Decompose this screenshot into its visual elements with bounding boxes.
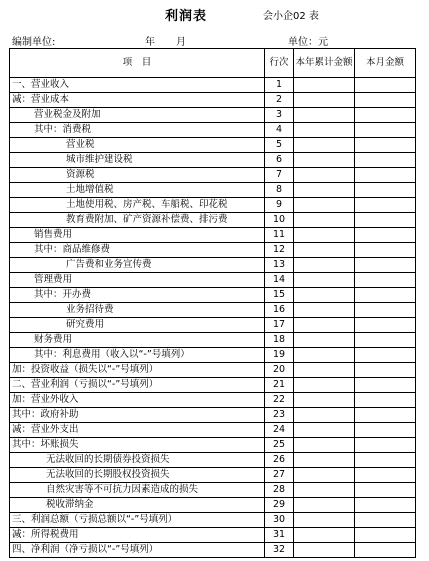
title-row (0, 5, 429, 23)
row-month-amount[interactable] (355, 363, 416, 378)
row-item-label: 土地增值税 (10, 183, 265, 198)
row-ytd-amount[interactable] (294, 393, 355, 408)
row-ytd-amount[interactable] (294, 258, 355, 273)
row-item-label: 其中：利息费用（收入以“-”号填列） (10, 348, 265, 363)
col-header-month: 本月金额 (355, 49, 416, 78)
row-ytd-amount[interactable] (294, 78, 355, 93)
row-ytd-amount[interactable] (294, 363, 355, 378)
row-item-label: 其中：商品维修费 (10, 243, 265, 258)
row-item-label: 业务招待费 (10, 303, 265, 318)
row-item-label: 广告费和业务宣传费 (10, 258, 265, 273)
row-ytd-amount[interactable] (294, 288, 355, 303)
row-month-amount[interactable] (355, 348, 416, 363)
row-month-amount[interactable] (355, 273, 416, 288)
table-row (10, 363, 416, 378)
table-row (10, 423, 416, 438)
row-item-label: 三、利润总额（亏损总额以“-”号填列） (10, 513, 265, 528)
row-ytd-amount[interactable] (294, 153, 355, 168)
row-ytd-amount[interactable] (294, 213, 355, 228)
row-ytd-amount[interactable] (294, 123, 355, 138)
table-row (10, 198, 416, 213)
row-line-no: 30 (265, 513, 294, 528)
row-item-label: 财务费用 (10, 333, 265, 348)
row-month-amount[interactable] (355, 228, 416, 243)
row-month-amount[interactable] (355, 393, 416, 408)
table-row (10, 483, 416, 498)
row-month-amount[interactable] (355, 138, 416, 153)
row-item-label: 其中：坏账损失 (10, 438, 265, 453)
meta-row (0, 33, 429, 47)
row-month-amount[interactable] (355, 168, 416, 183)
row-ytd-amount[interactable] (294, 108, 355, 123)
row-month-amount[interactable] (355, 468, 416, 483)
row-line-no: 16 (265, 303, 294, 318)
row-ytd-amount[interactable] (294, 198, 355, 213)
row-item-label: 税收滞纳金 (10, 498, 265, 513)
row-ytd-amount[interactable] (294, 528, 355, 543)
table-row (10, 123, 416, 138)
row-line-no: 4 (265, 123, 294, 138)
unit-label: 编制单位: (12, 37, 56, 48)
row-line-no: 8 (265, 183, 294, 198)
row-month-amount[interactable] (355, 303, 416, 318)
table-row (10, 453, 416, 468)
row-item-label: 一、营业收入 (10, 78, 265, 93)
table-row (10, 468, 416, 483)
table-row (10, 93, 416, 108)
row-line-no: 7 (265, 168, 294, 183)
row-item-label: 减：营业成本 (10, 93, 265, 108)
row-ytd-amount[interactable] (294, 183, 355, 198)
table-row (10, 348, 416, 363)
row-item-label: 销售费用 (10, 228, 265, 243)
row-ytd-amount[interactable] (294, 348, 355, 363)
table-row (10, 318, 416, 333)
row-item-label: 四、净利润（净亏损以“-”号填列） (10, 543, 265, 558)
row-ytd-amount[interactable] (294, 513, 355, 528)
row-month-amount[interactable] (355, 108, 416, 123)
row-line-no: 19 (265, 348, 294, 363)
col-header-line-no: 行次 (265, 49, 294, 78)
row-ytd-amount[interactable] (294, 138, 355, 153)
row-line-no: 18 (265, 333, 294, 348)
row-ytd-amount[interactable] (294, 453, 355, 468)
row-item-label: 减：营业外支出 (10, 423, 265, 438)
year-label: 年 (145, 37, 155, 48)
row-month-amount[interactable] (355, 513, 416, 528)
col-header-ytd: 本年累计金额 (294, 49, 355, 78)
row-item-label: 自然灾害等不可抗力因素造成的损失 (10, 483, 265, 498)
row-line-no: 14 (265, 273, 294, 288)
row-ytd-amount[interactable] (294, 468, 355, 483)
row-line-no: 24 (265, 423, 294, 438)
row-month-amount[interactable] (355, 153, 416, 168)
row-item-label: 无法收回的长期债券投资损失 (10, 453, 265, 468)
row-month-amount[interactable] (355, 243, 416, 258)
row-line-no: 1 (265, 78, 294, 93)
table-row (10, 513, 416, 528)
row-item-label: 土地使用税、房产税、车船税、印花税 (10, 198, 265, 213)
table-row (10, 528, 416, 543)
row-ytd-amount[interactable] (294, 408, 355, 423)
row-month-amount[interactable] (355, 543, 416, 558)
row-ytd-amount[interactable] (294, 273, 355, 288)
table-row (10, 273, 416, 288)
table-row (10, 378, 416, 393)
row-item-label: 其中：消费税 (10, 123, 265, 138)
row-month-amount[interactable] (355, 123, 416, 138)
row-line-no: 10 (265, 213, 294, 228)
table-row (10, 168, 416, 183)
row-line-no: 31 (265, 528, 294, 543)
row-line-no: 21 (265, 378, 294, 393)
row-item-label: 二、营业利润（亏损以“-”号填列） (10, 378, 265, 393)
page-title: 利润表 (165, 9, 208, 24)
table-row (10, 408, 416, 423)
row-item-label: 加：营业外收入 (10, 393, 265, 408)
row-month-amount[interactable] (355, 288, 416, 303)
table-row (10, 438, 416, 453)
row-ytd-amount[interactable] (294, 318, 355, 333)
row-month-amount[interactable] (355, 528, 416, 543)
table-row (10, 258, 416, 273)
row-month-amount[interactable] (355, 408, 416, 423)
table-row (10, 183, 416, 198)
col-header-item: 项 目 (10, 49, 265, 78)
table-row (10, 333, 416, 348)
row-month-amount[interactable] (355, 93, 416, 108)
row-ytd-amount[interactable] (294, 93, 355, 108)
table-row (10, 303, 416, 318)
table-row (10, 228, 416, 243)
row-item-label: 资源税 (10, 168, 265, 183)
row-ytd-amount[interactable] (294, 438, 355, 453)
table-row (10, 213, 416, 228)
row-item-label: 营业税金及附加 (10, 108, 265, 123)
row-item-label: 其中：开办费 (10, 288, 265, 303)
table-row (10, 138, 416, 153)
row-month-amount[interactable] (355, 198, 416, 213)
row-ytd-amount[interactable] (294, 483, 355, 498)
row-month-amount[interactable] (355, 333, 416, 348)
row-item-label: 无法收回的长期股权投资损失 (10, 468, 265, 483)
table-body (10, 78, 416, 558)
table-row (10, 78, 416, 93)
row-line-no: 20 (265, 363, 294, 378)
row-line-no: 13 (265, 258, 294, 273)
row-month-amount[interactable] (355, 213, 416, 228)
row-item-label: 其中：政府补助 (10, 408, 265, 423)
income-statement-table (9, 48, 416, 558)
row-line-no: 28 (265, 483, 294, 498)
table-row (10, 498, 416, 513)
row-line-no: 9 (265, 198, 294, 213)
row-ytd-amount[interactable] (294, 423, 355, 438)
row-item-label: 加：投资收益（损失以“-”号填列） (10, 363, 265, 378)
row-ytd-amount[interactable] (294, 543, 355, 558)
row-line-no: 3 (265, 108, 294, 123)
table-row (10, 288, 416, 303)
row-month-amount[interactable] (355, 183, 416, 198)
row-item-label: 教育费附加、矿产资源补偿费、排污费 (10, 213, 265, 228)
row-line-no: 6 (265, 153, 294, 168)
row-ytd-amount[interactable] (294, 498, 355, 513)
row-line-no: 15 (265, 288, 294, 303)
row-ytd-amount[interactable] (294, 168, 355, 183)
row-ytd-amount[interactable] (294, 303, 355, 318)
row-month-amount[interactable] (355, 483, 416, 498)
row-line-no: 26 (265, 453, 294, 468)
row-ytd-amount[interactable] (294, 228, 355, 243)
table-row (10, 543, 416, 558)
row-line-no: 11 (265, 228, 294, 243)
row-ytd-amount[interactable] (294, 333, 355, 348)
table-row (10, 243, 416, 258)
table-row (10, 108, 416, 123)
row-item-label: 城市维护建设税 (10, 153, 265, 168)
row-item-label: 管理费用 (10, 273, 265, 288)
table-row (10, 153, 416, 168)
row-item-label: 研究费用 (10, 318, 265, 333)
row-month-amount[interactable] (355, 258, 416, 273)
row-month-amount[interactable] (355, 378, 416, 393)
form-code: 会小企02 表 (263, 11, 319, 22)
row-line-no: 27 (265, 468, 294, 483)
row-line-no: 29 (265, 498, 294, 513)
row-month-amount[interactable] (355, 318, 416, 333)
row-line-no: 25 (265, 438, 294, 453)
row-line-no: 2 (265, 93, 294, 108)
row-month-amount[interactable] (355, 453, 416, 468)
row-item-label: 营业税 (10, 138, 265, 153)
row-line-no: 17 (265, 318, 294, 333)
row-line-no: 32 (265, 543, 294, 558)
row-month-amount[interactable] (355, 423, 416, 438)
row-line-no: 12 (265, 243, 294, 258)
row-line-no: 23 (265, 408, 294, 423)
row-ytd-amount[interactable] (294, 378, 355, 393)
row-month-amount[interactable] (355, 498, 416, 513)
row-line-no: 22 (265, 393, 294, 408)
table-row (10, 393, 416, 408)
row-month-amount[interactable] (355, 78, 416, 93)
header-row (10, 49, 416, 78)
row-month-amount[interactable] (355, 438, 416, 453)
row-ytd-amount[interactable] (294, 243, 355, 258)
month-label: 月 (176, 37, 186, 48)
row-item-label: 减：所得税费用 (10, 528, 265, 543)
currency-label: 单位：元 (288, 37, 328, 48)
row-line-no: 5 (265, 138, 294, 153)
